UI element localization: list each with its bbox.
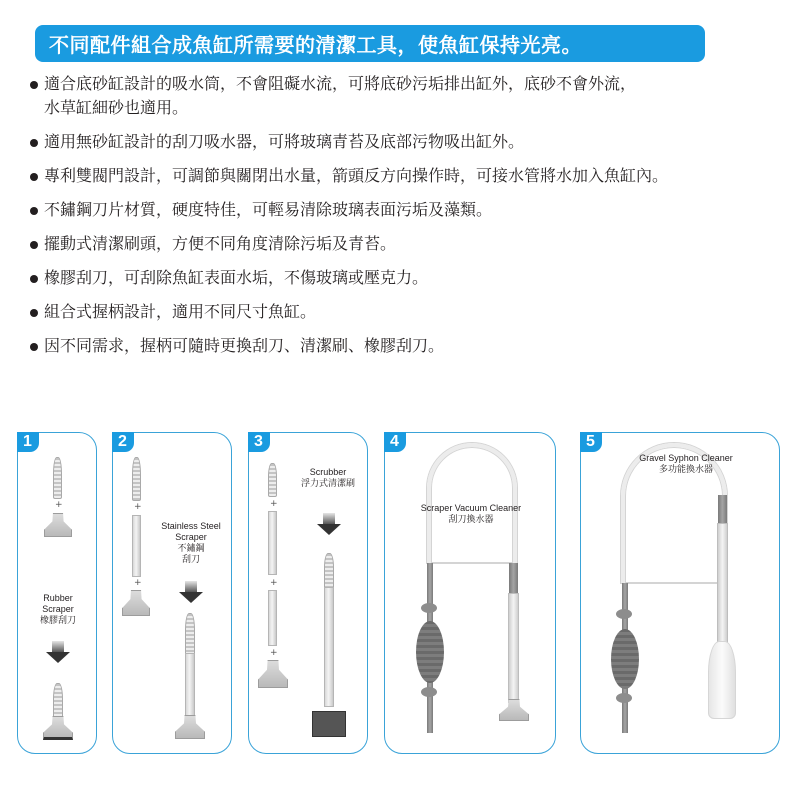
- down-arrow-icon: [317, 513, 341, 535]
- panel-number-badge: 4: [384, 432, 406, 452]
- feature-text: 專利雙閥門設計，可調節與關閉出水量，箭頭反方向操作時，可接水管將水加入魚缸內。: [44, 166, 669, 185]
- panel-label: [287, 467, 369, 489]
- down-arrow-icon: [46, 641, 70, 663]
- assembled-steel-scraper-image: [175, 715, 205, 739]
- label-zh: 刮刀: [181, 554, 200, 564]
- heading-banner: [35, 25, 705, 62]
- feature-text: 不鏽鋼刀片材質，硬度特佳，可輕易清除玻璃表面污垢及藻類。: [44, 200, 493, 219]
- panel-stainless-steel-scraper: [112, 432, 232, 754]
- label-en: Scraper: [175, 532, 207, 542]
- label-zh: 刮刀換水器: [448, 514, 494, 524]
- feature-item: [30, 334, 780, 358]
- extension-rod-image: [324, 587, 334, 707]
- grip-handle-image: [132, 457, 141, 501]
- panel-label: [18, 593, 98, 626]
- feature-list: [30, 72, 780, 368]
- grip-handle-image: [185, 613, 195, 655]
- extension-rod-image: [268, 590, 277, 646]
- plus-icon: +: [270, 578, 278, 588]
- plus-icon: +: [134, 502, 142, 512]
- feature-text: 組合式握柄設計，適用不同尺寸魚缸。: [44, 302, 317, 321]
- steel-scraper-head-image: [122, 590, 150, 616]
- feature-item: [30, 72, 780, 120]
- feature-item: [30, 232, 780, 256]
- label-en: Stainless Steel: [161, 521, 221, 531]
- panel-label: [601, 453, 771, 475]
- panel-gravel-syphon-cleaner: [580, 432, 780, 754]
- panel-scraper-vacuum-cleaner: [384, 432, 556, 754]
- feature-text: 因不同需求，握柄可隨時更換刮刀、清潔刷、橡膠刮刀。: [44, 336, 445, 355]
- label-en: Scrubber: [309, 467, 347, 477]
- grip-handle-image: [53, 457, 62, 499]
- label-en: Gravel Syphon Cleaner: [639, 453, 733, 463]
- feature-text-cont: 水草缸細砂也適用。: [44, 98, 189, 117]
- heading-text: 不同配件組合成魚缸所需要的清潔工具，使魚缸保持光亮。: [49, 33, 582, 57]
- feature-text: 橡膠刮刀，可刮除魚缸表面水垢，不傷玻璃或壓克力。: [44, 268, 429, 287]
- bullet-icon: [30, 207, 38, 215]
- suction-tube-image: [717, 523, 728, 643]
- pump-bulb-image: [416, 621, 444, 683]
- panel-rubber-scraper: [17, 432, 97, 754]
- panel-scrubber: [248, 432, 368, 754]
- feature-item: [30, 266, 780, 290]
- scrubber-sponge-image: [312, 711, 346, 737]
- panel-number-badge: 2: [112, 432, 134, 452]
- extension-rod-image: [268, 511, 277, 575]
- feature-text: 擺動式清潔刷頭，方便不同角度清除污垢及青苔。: [44, 234, 397, 253]
- label-zh: 多功能換水器: [658, 464, 713, 474]
- valve-image: [616, 609, 632, 619]
- bullet-icon: [30, 173, 38, 181]
- feature-item: [30, 164, 780, 188]
- scraper-head-image: [499, 699, 529, 721]
- feature-item: [30, 300, 780, 324]
- panel-number-badge: 3: [248, 432, 270, 452]
- gravel-cleaner-cylinder-image: [708, 641, 736, 719]
- down-arrow-icon: [179, 581, 203, 603]
- bullet-icon: [30, 81, 38, 89]
- scrubber-head-image: [258, 660, 288, 688]
- panel-number-badge: 5: [580, 432, 602, 452]
- plus-icon: +: [134, 578, 142, 588]
- label-en: Rubber: [43, 593, 73, 603]
- bullet-icon: [30, 343, 38, 351]
- grip-handle-image: [268, 463, 277, 497]
- label-zh: 不鏽鋼: [177, 543, 205, 553]
- feature-item: [30, 198, 780, 222]
- valve-image: [421, 687, 437, 697]
- feature-text: 適用無砂缸設計的刮刀吸水器，可將玻璃青苔及底部污物吸出缸外。: [44, 132, 525, 151]
- valve-image: [616, 693, 632, 703]
- extension-rod-image: [132, 515, 141, 577]
- bullet-icon: [30, 139, 38, 147]
- pump-bulb-image: [611, 629, 639, 689]
- connector-image: [718, 495, 727, 523]
- connector-image: [509, 563, 518, 593]
- extension-rod-image: [185, 653, 195, 721]
- bullet-icon: [30, 241, 38, 249]
- label-zh: 浮力式清潔刷: [300, 478, 355, 488]
- plus-icon: +: [270, 499, 278, 509]
- rubber-scraper-head-image: [44, 513, 72, 537]
- suction-tube-image: [508, 593, 519, 703]
- assembled-rubber-scraper-image: [43, 716, 73, 740]
- grip-handle-image: [324, 553, 334, 589]
- label-en: Scraper Vacuum Cleaner: [420, 503, 522, 513]
- label-zh: 橡膠刮刀: [39, 615, 76, 625]
- feature-item: [30, 130, 780, 154]
- valve-image: [421, 603, 437, 613]
- bullet-icon: [30, 309, 38, 317]
- feature-text: 適合底砂缸設計的吸水筒，不會阻礙水流，可將底砂污垢排出缸外，底砂不會外流，: [44, 74, 637, 93]
- bullet-icon: [30, 275, 38, 283]
- plus-icon: +: [270, 648, 278, 658]
- panel-number-badge: 1: [17, 432, 39, 452]
- label-en: Scraper: [42, 604, 74, 614]
- panel-label: [385, 503, 557, 525]
- panel-label: [151, 521, 231, 565]
- plus-icon: +: [55, 500, 63, 510]
